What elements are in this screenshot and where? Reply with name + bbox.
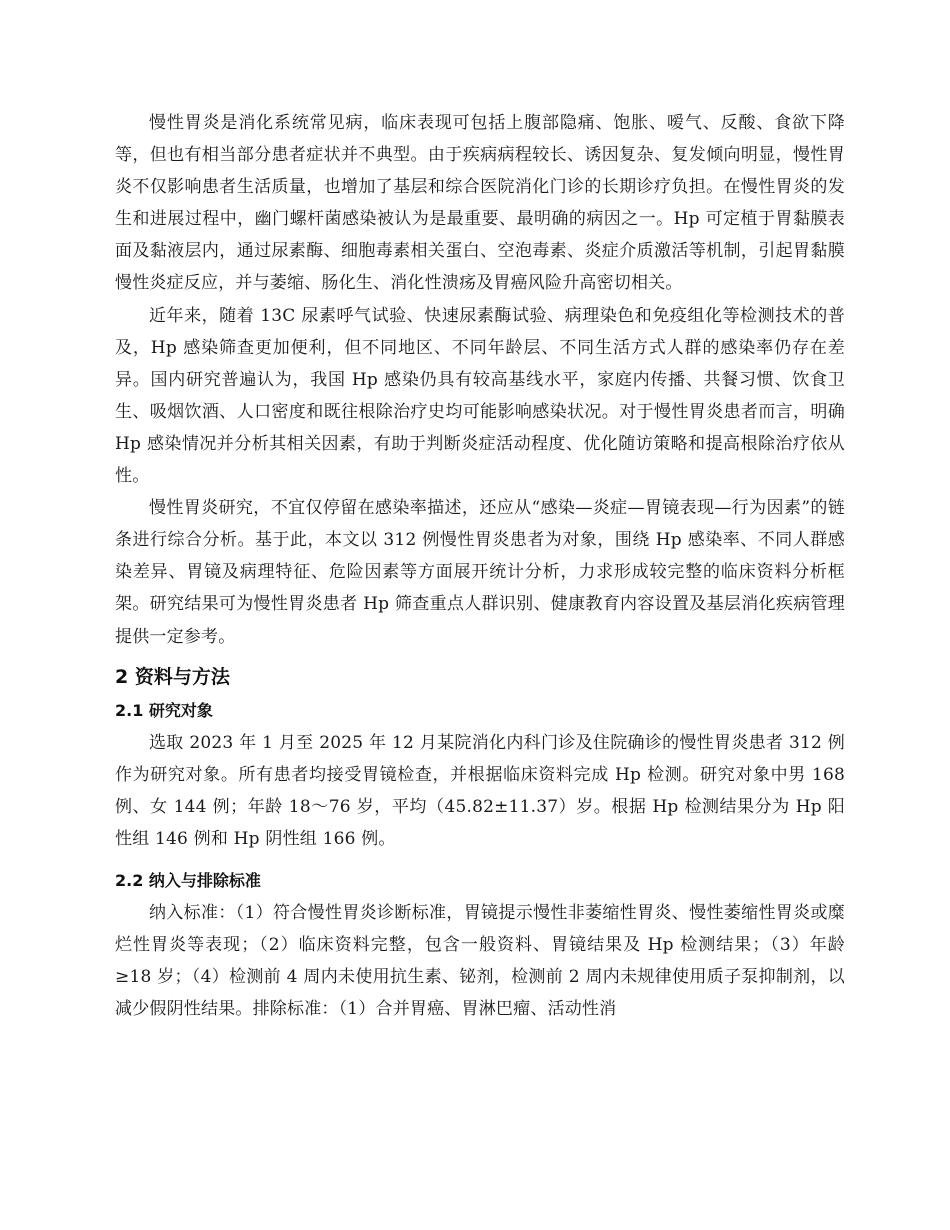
intro-paragraph-1: 慢性胃炎是消化系统常见病，临床表现可包括上腹部隐痛、饱胀、嗳气、反酸、食欲下降等，但也有相当部分患者症状并不典型。由于疾病病程较长、诱因复杂、复发倾向明显，慢性胃炎不仅影响患者生活质量，也增加了基层和综合医院消化门诊的长期诊疗负担。在慢性胃炎的发生和进展过程中，幽门螺杆菌感染被认为是最重要、最明确的病因之一。Hp 可定植于胃黏膜表面及黏液层内，通过尿素酶、细胞毒素相关蛋白、空泡毒素、炎症介质激活等机制，引起胃黏膜慢性炎症反应，并与萎缩、肠化生、消化性溃疡及胃癌风险升高密切相关。: [115, 113, 845, 294]
intro-paragraph-3: 慢性胃炎研究，不宜仅停留在感染率描述，还应从“感染—炎症—胃镜表现—行为因素”的链条进行综合分析。基于此，本文以 312 例慢性胃炎患者为对象，围绕 Hp 感染率、不同人群感染差异、胃镜及病理特征、危险因素等方面展开统计分析，力求形成较完整的临床资料分析框架。研究结果可为慢性胃炎患者 Hp 筛查重点人群识别、健康教育内容设置及基层消化疾病管理提供一定参考。: [115, 498, 845, 647]
intro-paragraph-2: 近年来，随着 13C 尿素呼气试验、快速尿素酶试验、病理染色和免疫组化等检测技术的普及，Hp 感染筛查更加便利，但不同地区、不同年龄层、不同生活方式人群的感染率仍存在差异。国内研究普遍认为，我国 Hp 感染仍具有较高基线水平，家庭内传播、共餐习惯、饮食卫生、吸烟饮酒、人口密度和既往根除治疗史均可能影响感染状况。对于慢性胃炎患者而言，明确 Hp 感染情况并分析其相关因素，有助于判断炎症活动程度、优化随访策略和提高根除治疗依从性。: [115, 305, 845, 487]
subsection-heading-subjects: 2.1 研究对象: [115, 700, 213, 720]
section-heading-methods: 2 资料与方法: [115, 665, 230, 688]
subjects-paragraph: 选取 2023 年 1 月至 2025 年 12 月某院消化内科门诊及住院确诊的慢性胃炎患者 312 例作为研究对象。所有患者均接受胃镜检查，并根据临床资料完成 Hp 检测。研究对象中男 168 例、女 144 例；年龄 18～76 岁，平均（45.82±11.37）岁。根据 Hp 检测结果分为 Hp 阳性组 146 例和 Hp 阴性组 166 例。: [115, 732, 845, 849]
subsection-heading-criteria: 2.2 纳入与排除标准: [115, 870, 261, 890]
criteria-paragraph: 纳入标准：（1）符合慢性胃炎诊断标准，胃镜提示慢性非萎缩性胃炎、慢性萎缩性胃炎或糜烂性胃炎等表现；（2）临床资料完整，包含一般资料、胃镜结果及 Hp 检测结果；（3）年龄≥18 岁；（4）检测前 4 周内未使用抗生素、铋剂，检测前 2 周内未规律使用质子泵抑制剂，以减少假阴性结果。排除标准：（1）合并胃癌、胃淋巴瘤、活动性消: [115, 902, 845, 1020]
document-body: [115, 107, 845, 1025]
